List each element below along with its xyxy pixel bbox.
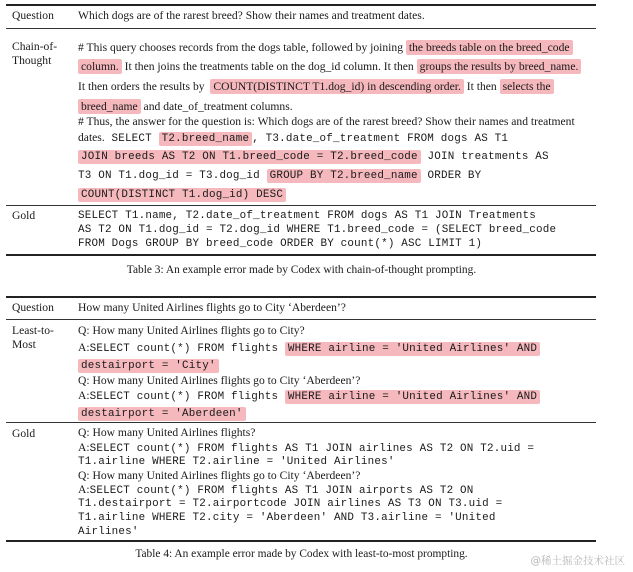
cot-line: # Thus, the answer for the question is: Which dogs are of the rarest breed? Show their names and treatment [78, 115, 575, 128]
ltm-line [78, 357, 219, 374]
question-label: Question [12, 9, 54, 22]
highlight: breed_name [78, 99, 141, 114]
cot-line: It then orders the results by COUNT(DISTINCT T1.dog_id) in descending order. It then selects the [78, 79, 554, 95]
highlight: selects the [500, 79, 554, 94]
gold-line: AS T2 ON T1.dog_id = T2.dog_id WHERE T1.breed_code = (SELECT breed_code [78, 224, 557, 236]
gold-line: SELECT T1.name, T2.date_of_treatment FROM dogs AS T1 JOIN Treatments [78, 210, 537, 222]
highlight: WHERE airline = 'United Airlines' AND [285, 390, 540, 404]
cot-line: T3 ON T1.dog_id = T3.dog_id GROUP BY T2.breed_name ORDER BY [78, 170, 482, 182]
gold-line: Q: How many United Airlines flights? [78, 426, 256, 439]
cot-line: JOIN breeds AS T2 ON T1.breed_code = T2.breed_code JOIN treatments AS [78, 148, 549, 165]
table4-row-divider [6, 422, 596, 423]
ltm-line: A:SELECT count(*) FROM flights WHERE airline = 'United Airlines' AND [78, 388, 540, 405]
table3-caption: Table 3: An example error made by Codex with chain-of-thought prompting. [126, 264, 477, 276]
ltm-label: Least-to- Most [12, 324, 54, 351]
cot-line: column. It then joins the treatments table on the dog_id column. It then groups the results by breed_name. [78, 59, 581, 75]
watermark: @稀土掘金技术社区 [530, 555, 625, 567]
highlight: JOIN breeds AS T2 ON T1.breed_code = T2.breed_code [78, 150, 421, 164]
gold-line: Q: How many United Airlines flights go to City ‘Aberdeen’? [78, 469, 361, 482]
cot-line: breed_name and date_of_treatment columns. [78, 99, 293, 115]
table3-row-divider [6, 28, 596, 29]
table4-top-rule [6, 296, 596, 298]
highlight: GROUP BY T2.breed_name [267, 169, 421, 183]
highlight: COUNT(DISTINCT T1.dog_id) DESC [78, 188, 286, 202]
table4-bottom-rule [6, 540, 596, 542]
highlight: T2.breed_name [159, 132, 253, 146]
cot-line: dates. SELECT T2.breed_name , T3.date_of_treatment FROM dogs AS T1 [78, 131, 509, 145]
cot-line: # This query chooses records from the dogs table, followed by joining the breeds table on the breed_code [78, 40, 573, 56]
gold-line: A:SELECT count(*) FROM flights AS T1 JOIN airports AS T2 ON [78, 483, 474, 497]
highlight: column. [78, 59, 122, 74]
highlight: COUNT(DISTINCT T1.dog_id) in descending order. [210, 79, 464, 94]
gold-label: Gold [12, 209, 36, 222]
gold-line: T1.airline WHERE T2.airline = 'United Airlines' [78, 456, 395, 468]
gold-line: T1.destairport = T2.airportcode JOIN airlines AS T3 ON T3.uid = [78, 498, 503, 510]
gold-label: Gold [12, 427, 36, 440]
ltm-line: A:SELECT count(*) FROM flights WHERE airline = 'United Airlines' AND [78, 340, 540, 357]
cot-label: Chain-of- Thought [12, 40, 58, 67]
ltm-line: Q: How many United Airlines flights go to City ‘Aberdeen’? [78, 374, 361, 387]
highlight: destairport = 'Aberdeen' [78, 407, 246, 421]
table3-row-divider [6, 205, 596, 206]
ltm-line: Q: How many United Airlines flights go to City? [78, 324, 305, 337]
gold-line: Airlines' [78, 526, 139, 538]
table4-row-divider [6, 319, 596, 320]
highlight: the breeds table on the breed_code [406, 40, 573, 55]
question-text: How many United Airlines flights go to City ‘Aberdeen’? [78, 301, 346, 314]
gold-line: FROM Dogs GROUP BY breed_code ORDER BY count(*) ASC LIMIT 1) [78, 238, 483, 250]
question-text: Which dogs are of the rarest breed? Show their names and treatment dates. [78, 9, 425, 22]
highlight: destairport = 'City' [78, 359, 219, 373]
question-label: Question [12, 301, 54, 314]
highlight: WHERE airline = 'United Airlines' AND [285, 342, 540, 356]
table4-caption: Table 4: An example error made by Codex with least-to-most prompting. [135, 548, 468, 560]
table3-top-rule [6, 4, 596, 6]
gold-line: T1.airline WHERE T2.city = 'Aberdeen' AND T3.airline = 'United [78, 512, 496, 524]
table3-bottom-rule [6, 254, 596, 256]
ltm-line [78, 405, 246, 422]
gold-line: A:SELECT count(*) FROM flights AS T1 JOIN airlines AS T2 ON T2.uid = [78, 441, 535, 455]
highlight: groups the results by breed_name. [417, 59, 582, 74]
cot-line [78, 186, 286, 203]
